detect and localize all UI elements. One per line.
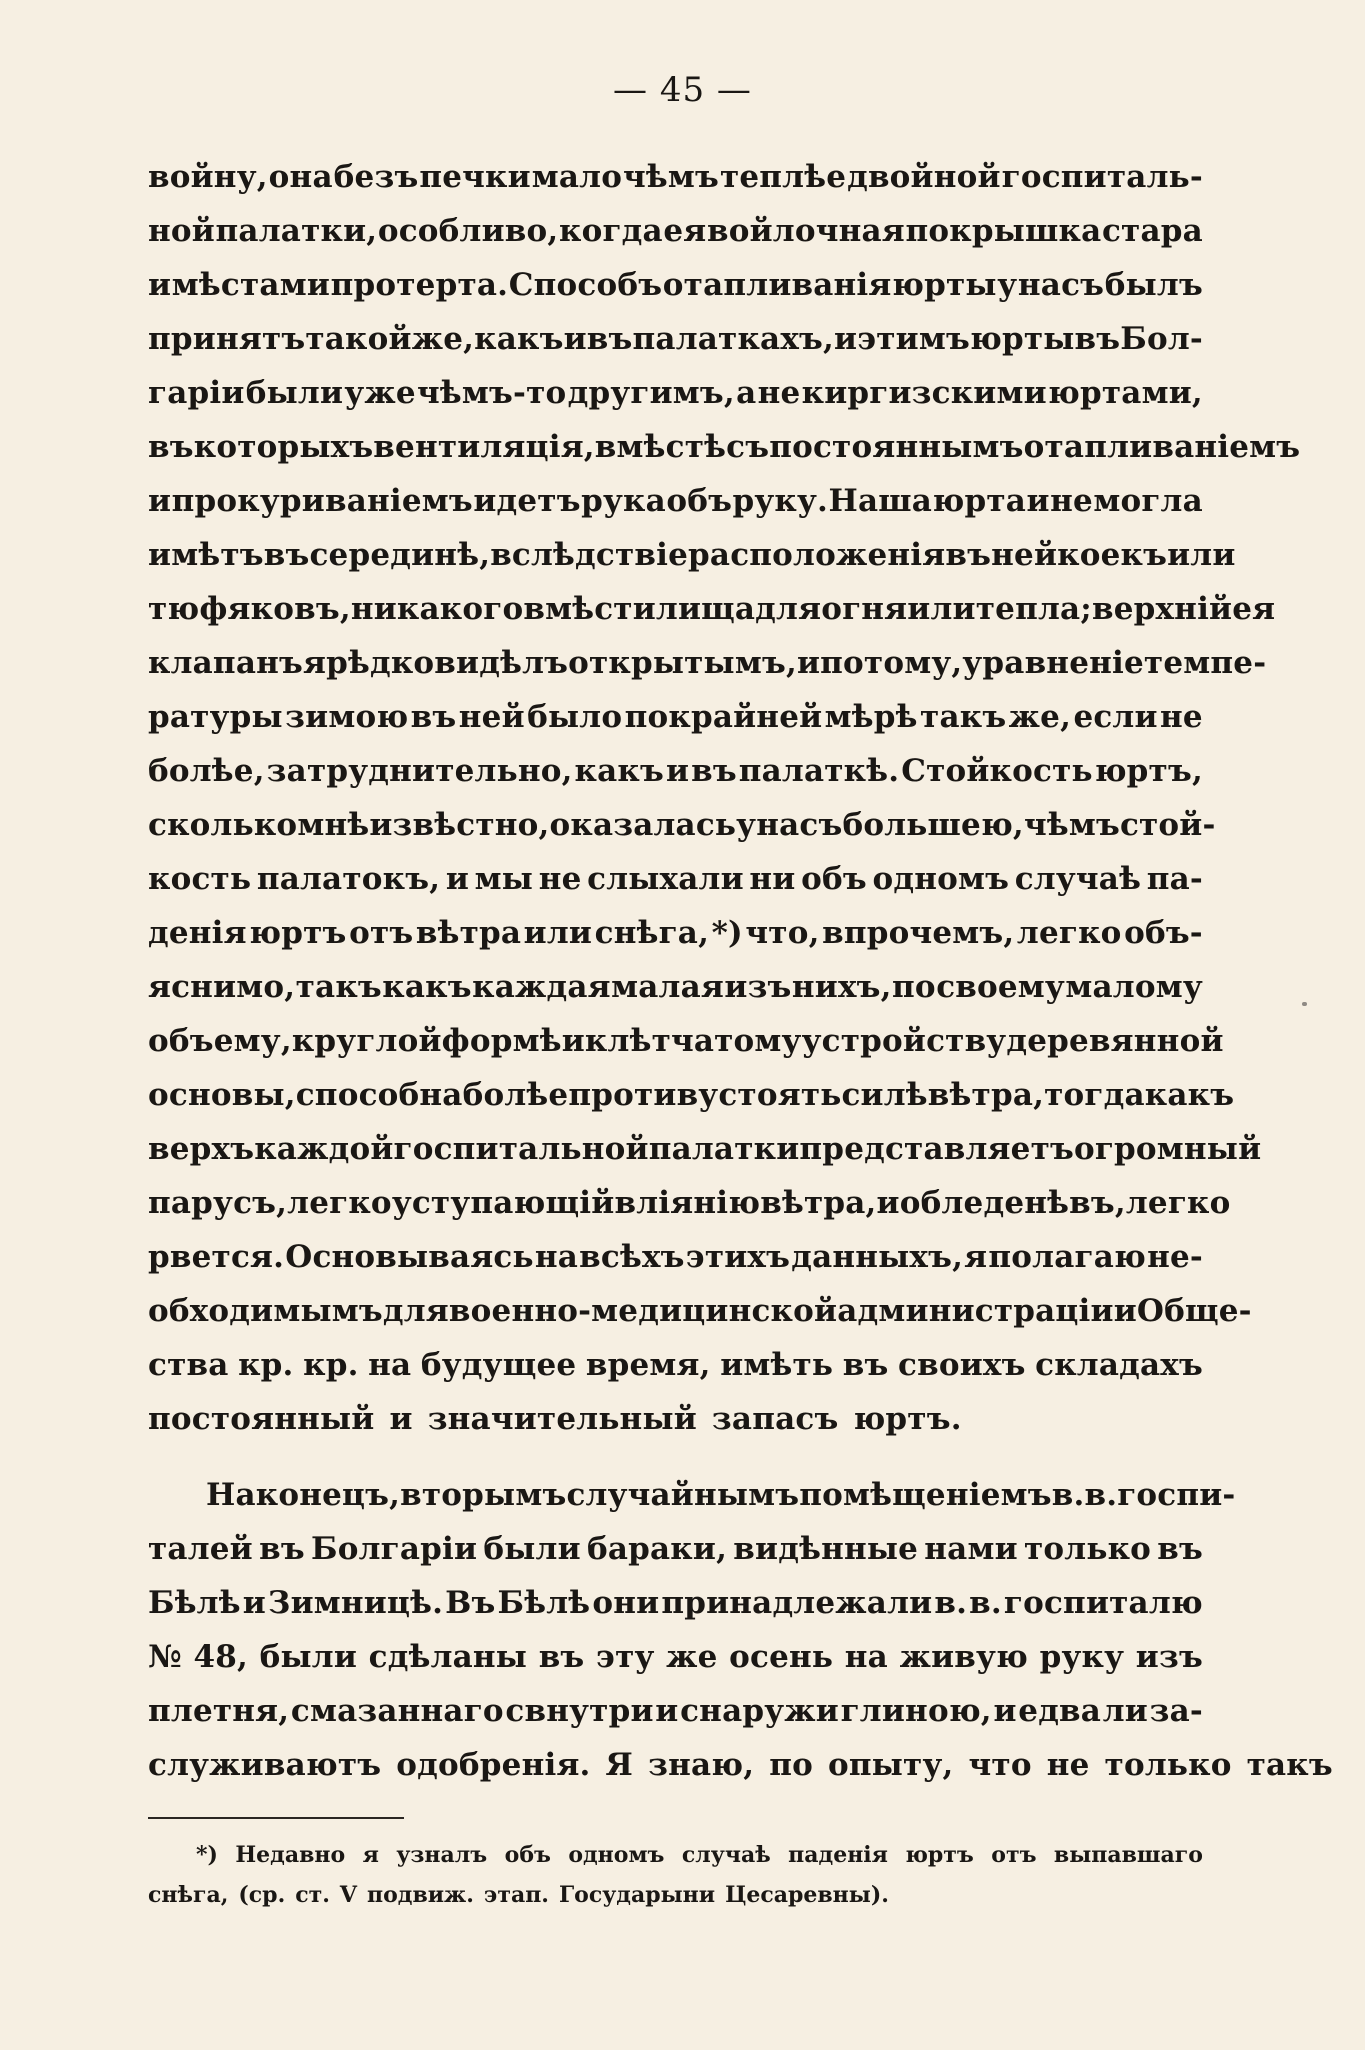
text-line: снѣга, (ср. ст. V подвиж. этап. Государыни Цесаревны). [148,1882,889,1908]
text-line: денія юртъ отъ вѣтра или снѣга, *) что, впрочемъ, легко объ- [148,915,1203,951]
text-line: войну, она безъ печки мало чѣмъ теплѣе двойной госпиталь- [148,159,1203,195]
paragraph [148,1468,1333,1792]
text-line: № 48, были сдѣланы въ эту же осень на живую руку изъ [148,1639,1203,1675]
text-line: принятъ такой же, какъ и въ палаткахъ, и этимъ юрты въ Бол- [148,321,1203,357]
text-line: постоянный и значительный запасъ юртъ. [148,1401,962,1437]
text-line: и мѣстами протерта. Способъ отапливанія юрты у насъ былъ [148,267,1203,303]
text-line: Бѣлѣ и Зимницѣ. Въ Бѣлѣ они принадлежали в. в. госпиталю [148,1585,1203,1621]
text-line: талей въ Болгаріи были бараки, видѣнные нами только въ [148,1531,1203,1567]
text-line: яснимо, такъ какъ каждая малая изъ нихъ, по своему малому [148,969,1203,1005]
text-line: *) Недавно я узналъ объ одномъ случаѣ паденія юртъ отъ выпавшаго [196,1842,1203,1868]
text-line: обходимымъ для военно-медицинской администраціи и Обще- [148,1293,1252,1329]
page-speck [1302,1002,1307,1006]
body-text [148,150,1333,1792]
text-line: имѣтъ въ серединѣ, вслѣдствіе расположенія въ ней коекъ или [148,537,1236,573]
page-number: — 45 — [613,70,752,110]
text-line: кость палатокъ, и мы не слыхали ни объ одномъ случаѣ па- [148,861,1203,897]
text-line: тюфяковъ, никакого вмѣстилища для огня или тепла; верхній ея [148,591,1276,627]
text-line: гаріи были уже чѣмъ-то другимъ, а не киргизскими юртами, [148,375,1203,411]
text-line: рвется. Основываясь на всѣхъ этихъ данныхъ, я полагаю не- [148,1239,1203,1275]
text-line: Наконецъ, вторымъ случайнымъ помѣщеніемъ в. в. госпи- [206,1477,1236,1513]
text-line: болѣе, затруднительно, какъ и въ палаткѣ. Стойкость юртъ, [148,753,1203,789]
text-line: ства кр. кр. на будущее время, имѣть въ своихъ складахъ [148,1347,1203,1383]
paragraph [148,150,1301,1446]
text-line: основы, способна болѣе противустоять силѣ вѣтра, тогда какъ [148,1077,1235,1113]
text-line: клапанъ я рѣдко видѣлъ открытымъ, и потому, уравненіе темпе- [148,645,1267,681]
footnote [148,1835,1203,1915]
text-line: сколько мнѣ извѣстно, оказалась у насъ большею, чѣмъ стой- [148,807,1216,843]
text-line: объему, круглой формѣ и клѣтчатому устройству деревянной [148,1023,1224,1059]
text-line: верхъ каждой госпитальной палатки представляетъ огромный [148,1131,1262,1167]
text-line: ратуры зимою въ ней было покрайней мѣрѣ такъ же, если не [148,699,1203,735]
text-line: парусъ, легко уступающій вліянію вѣтра, и обледенѣвъ, легко [148,1185,1231,1221]
text-line: въ которыхъ вентиляція, вмѣстѣ съ постояннымъ отапливаніемъ [148,429,1301,465]
text-line: плетня, смазаннаго свнутри и снаружи глиною, и едва ли за- [148,1693,1203,1729]
footnote-rule [148,1817,404,1819]
text-line: служиваютъ одобренія. Я знаю, по опыту, что не только такъ [148,1747,1333,1783]
text-line: и прокуриваніемъ идетъ рука объ руку. Наша юрта и не могла [148,483,1203,519]
text-line: ной палатки, особливо, когда ея войлочная покрышка стара [148,213,1203,249]
